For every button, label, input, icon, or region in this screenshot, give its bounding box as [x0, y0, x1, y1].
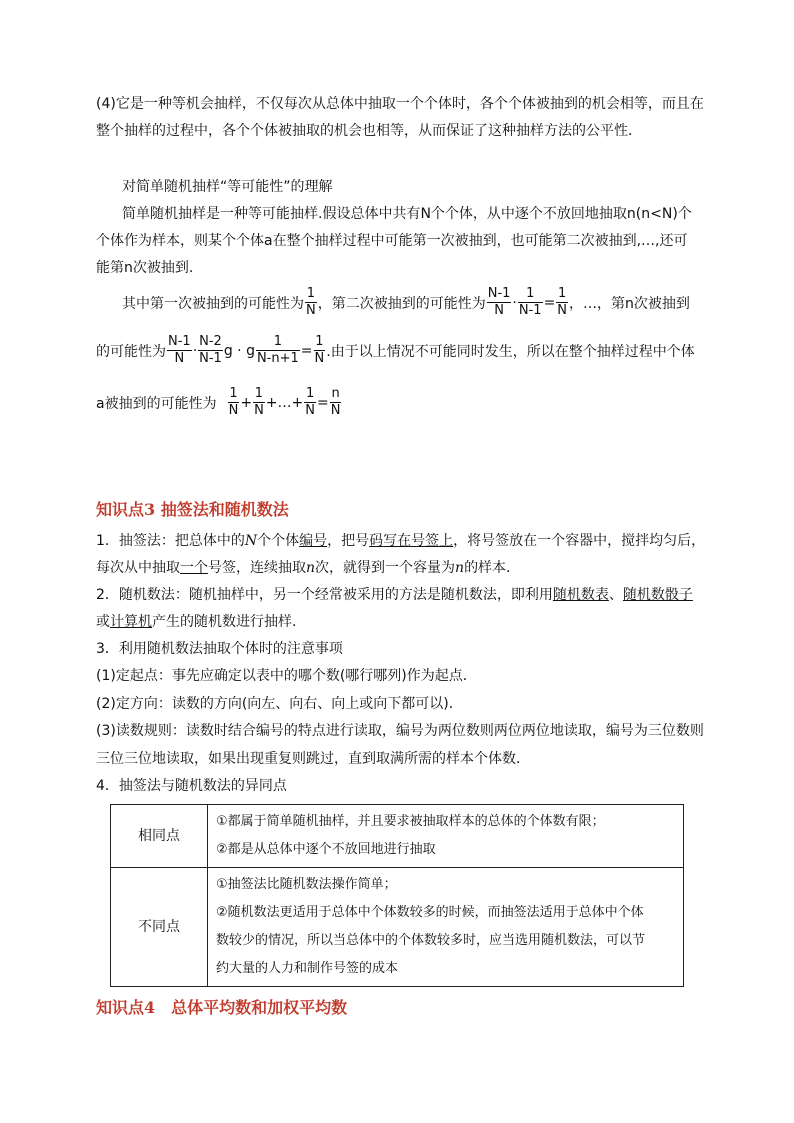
diff-content [208, 868, 684, 987]
fraction-N1-over-N: $\frac{N-1}{N}$ [487, 286, 511, 318]
item4-title: 4．抽签法与随机数法的异同点 [96, 778, 287, 794]
item1-line1: 1．抽签法：把总体中的N个个体编号，把号码写在号签上，将号签放在一个容器中，搅拌均匀后， [96, 533, 706, 549]
diff-item-2: ②随机数法更适用于总体中个体数较多的时候，而抽签法适用于总体中个体 [216, 905, 644, 920]
item3-sub3-line2: 三位三位地读取，如果出现重复则跳过，直到取满所需的样本个体数． [96, 751, 530, 767]
diff-item-1: ①抽签法比随机数法操作简单； [216, 877, 397, 892]
comparison-table [110, 804, 684, 987]
diff-item-2-end: 约大量的人力和制作号签的成本 [216, 961, 399, 976]
item3-title: 3．利用随机数法抽取个体时的注意事项 [96, 641, 343, 657]
fraction-1-over-N-3: $\frac{1}{N}$ [314, 334, 325, 366]
diff-header: 不同点 [111, 868, 208, 987]
fraction-1-over-N1: $\frac{1}{N-1}$ [518, 286, 542, 318]
fraction-n-over-N: $\frac{n}{N}$ [330, 386, 341, 418]
fraction-N1-over-N-2: $\frac{N-1}{N}$ [168, 334, 191, 366]
same-item-1: ①都属于简单随机抽样，并且要求被抽取样本的总体的个体数有限； [216, 814, 605, 829]
understanding-line1: 简单随机抽样是一种等可能抽样.假设总体中共有N个个体，从中逐个不放回地抽取n(n<N)个 [122, 206, 692, 222]
item2-line1: 2．随机数法：随机抽样中，另一个经常被采用的方法是随机数法，即利用随机数表、随机数骰子 [96, 587, 693, 603]
probability-formula-line2: 的可能性为 $\frac{N-1}{N}$ · $\frac{N-2}{N-1}$ g · g $\frac{1}{N-n+1}$ = $\frac{1}{N}$ .由于以上情况不可能同时发生，所以在整个抽样过程中个体 [96, 334, 695, 366]
formula3-prefix: a被抽到的可能性为 [96, 395, 217, 412]
same-content [208, 805, 684, 868]
section3-heading: 知识点3 抽签法和随机数法 [96, 500, 289, 519]
para4-line1: (4)它是一种等机会抽样，不仅每次从总体中抽取一个个体时，各个个体被抽到的机会相等，而且在 [96, 96, 704, 112]
fraction-1-over-Nn1: $\frac{1}{N-n+1}$ [256, 334, 299, 366]
formula2-suffix: .由于以上情况不可能同时发生，所以在整个抽样过程中个体 [326, 343, 695, 360]
item3-sub1: (1)定起点：事先应确定以表中的哪个数(哪行哪列)作为起点． [96, 668, 477, 684]
fraction-sum-c: $\frac{1}{N}$ [305, 386, 315, 418]
fraction-sum-a: $\frac{1}{N}$ [228, 386, 239, 418]
item2-line2: 或计算机产生的随机数进行抽样． [96, 614, 306, 630]
section4-heading: 知识点4 总体平均数和加权平均数 [96, 998, 348, 1017]
same-item-2: ②都是从总体中逐个不放回地进行抽取 [216, 842, 436, 857]
item3-sub3-line1: (3)读数规则：读数时结合编号的特点进行读取，编号为两位数则两位两位地读取，编号为三位数则 [96, 723, 704, 739]
probability-formula-line1: 其中第一次被抽到的可能性为 $\frac{1}{N}$ ，第二次被抽到的可能性为 $\frac{N-1}{N}$ · $\frac{1}{N-1}$ = $\frac{1}{N}$ ，…，第n次被抽到 [122, 286, 690, 318]
item3-sub2: (2)定方向：读数的方向(向左、向右、向上或向下都可以)． [96, 696, 463, 712]
probability-formula-line3: a被抽到的可能性为 $\frac{1}{N}$ + $\frac{1}{N}$ +…+ $\frac{1}{N}$ = $\frac{n}{N}$ [96, 386, 341, 418]
fraction-1-over-N-result: $\frac{1}{N}$ [557, 286, 568, 318]
fraction-N2-over-N1: $\frac{N-2}{N-1}$ [199, 334, 222, 366]
formula1-sep2: ，…，第n次被抽到 [569, 295, 690, 312]
formula1-prefix: 其中第一次被抽到的可能性为 [122, 295, 304, 312]
para4-line2: 整个抽样的过程中，各个个体被抽取的机会也相等，从而保证了这种抽样方法的公平性． [96, 123, 642, 139]
diff-item-2-cont: 数较少的情况，所以当总体中的个体数较多时，应当选用随机数法，可以节 [216, 933, 646, 948]
item1-line2: 每次从中抽取一个号签，连续抽取n次，就得到一个容量为n的样本． [96, 560, 521, 576]
understanding-line3: 能第n次被抽到. [96, 260, 194, 276]
same-header: 相同点 [111, 805, 208, 868]
table-row [111, 868, 684, 987]
formula2-prefix: 的可能性为 [96, 343, 166, 360]
table-row [111, 805, 684, 868]
understanding-line2: 个体作为样本，则某个个体a在整个抽样过程中可能第一次被抽到，也可能第二次被抽到,…,还可 [96, 233, 688, 249]
fraction-1-over-N: $\frac{1}{N}$ [306, 286, 316, 318]
formula1-sep1: ，第二次被抽到的可能性为 [317, 295, 486, 312]
fraction-sum-b: $\frac{1}{N}$ [254, 386, 264, 418]
understanding-title: 对简单随机抽样“等可能性”的理解 [122, 179, 333, 195]
